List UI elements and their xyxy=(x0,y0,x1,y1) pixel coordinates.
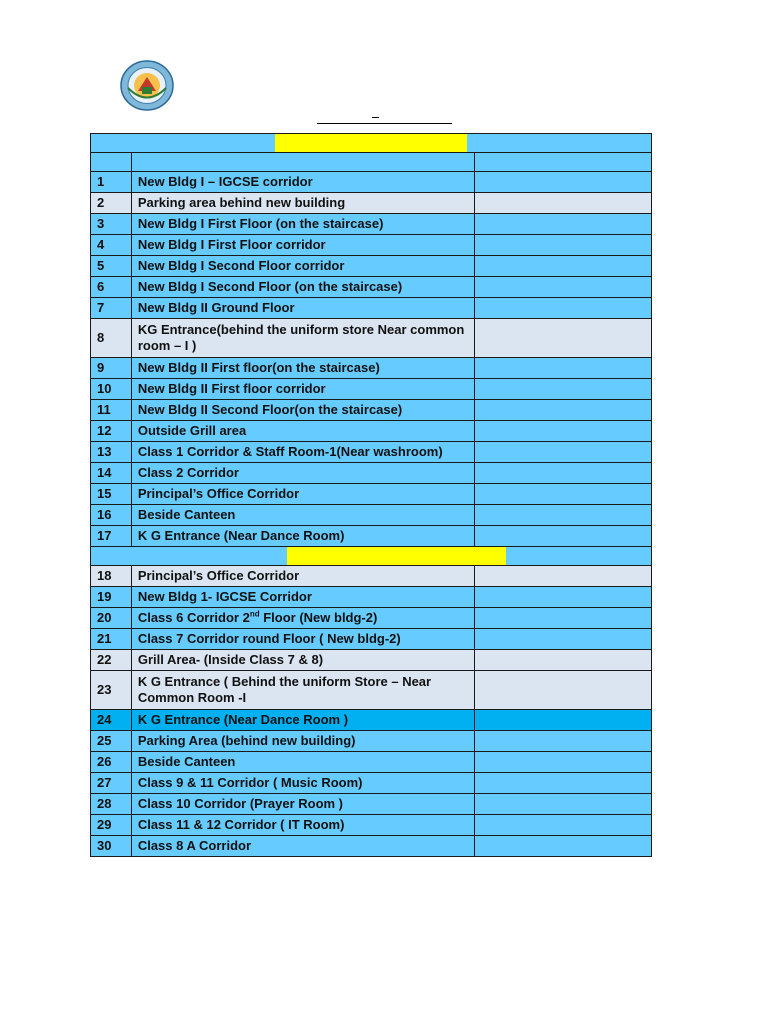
row-location: Beside Canteen xyxy=(131,752,474,773)
row-value xyxy=(474,421,651,442)
table-row xyxy=(91,710,652,731)
row-value xyxy=(474,379,651,400)
row-location: New Bldg I First Floor corridor xyxy=(131,235,474,256)
header-cell-location xyxy=(131,153,474,172)
row-number: 15 xyxy=(91,484,132,505)
table-row xyxy=(91,319,652,358)
location-text: Floor (New bldg-2) xyxy=(259,610,378,625)
row-number: 27 xyxy=(91,773,132,794)
row-number: 13 xyxy=(91,442,132,463)
row-location xyxy=(131,608,474,629)
section-separator-row xyxy=(91,547,652,566)
row-location: Class 8 A Corridor xyxy=(131,836,474,857)
row-location: Class 11 & 12 Corridor ( IT Room) xyxy=(131,815,474,836)
row-value xyxy=(474,463,651,484)
table-row xyxy=(91,277,652,298)
row-location: K G Entrance (Near Dance Room ) xyxy=(131,710,474,731)
row-location: Class 2 Corridor xyxy=(131,463,474,484)
row-value xyxy=(474,671,651,710)
row-number: 5 xyxy=(91,256,132,277)
table-row xyxy=(91,650,652,671)
row-location: New Bldg II First floor corridor xyxy=(131,379,474,400)
row-location: New Bldg I – IGCSE corridor xyxy=(131,172,474,193)
row-number: 20 xyxy=(91,608,132,629)
row-number: 17 xyxy=(91,526,132,547)
row-value xyxy=(474,442,651,463)
row-number: 18 xyxy=(91,566,132,587)
row-number: 21 xyxy=(91,629,132,650)
row-value xyxy=(474,400,651,421)
row-number: 19 xyxy=(91,587,132,608)
row-location: New Bldg 1- IGCSE Corridor xyxy=(131,587,474,608)
row-location: New Bldg II Ground Floor xyxy=(131,298,474,319)
row-number: 8 xyxy=(91,319,132,358)
section-highlight-band xyxy=(287,547,506,565)
row-value xyxy=(474,319,651,358)
row-location: Class 9 & 11 Corridor ( Music Room) xyxy=(131,773,474,794)
row-number: 1 xyxy=(91,172,132,193)
row-location: Parking Area (behind new building) xyxy=(131,731,474,752)
row-location: K G Entrance (Near Dance Room) xyxy=(131,526,474,547)
row-number: 4 xyxy=(91,235,132,256)
row-value xyxy=(474,484,651,505)
row-value xyxy=(474,172,651,193)
table-row xyxy=(91,358,652,379)
table-row xyxy=(91,463,652,484)
table-row xyxy=(91,298,652,319)
row-location: Beside Canteen xyxy=(131,505,474,526)
row-number: 11 xyxy=(91,400,132,421)
row-number: 6 xyxy=(91,277,132,298)
table-row xyxy=(91,794,652,815)
row-value xyxy=(474,256,651,277)
header-cell-no xyxy=(91,153,132,172)
table-title-row xyxy=(91,134,652,153)
table-row xyxy=(91,172,652,193)
row-location: Grill Area- (Inside Class 7 & 8) xyxy=(131,650,474,671)
row-location: New Bldg I Second Floor corridor xyxy=(131,256,474,277)
row-location: New Bldg II First floor(on the staircase) xyxy=(131,358,474,379)
table-row xyxy=(91,773,652,794)
row-value xyxy=(474,710,651,731)
row-value xyxy=(474,773,651,794)
row-number: 7 xyxy=(91,298,132,319)
row-value xyxy=(474,815,651,836)
row-value xyxy=(474,650,651,671)
row-value xyxy=(474,629,651,650)
table-row xyxy=(91,505,652,526)
title-dash xyxy=(372,117,379,118)
row-value xyxy=(474,193,651,214)
row-value xyxy=(474,505,651,526)
row-location: K G Entrance ( Behind the uniform Store – Near Common Room -I xyxy=(131,671,474,710)
row-location: Outside Grill area xyxy=(131,421,474,442)
row-location: Class 10 Corridor (Prayer Room ) xyxy=(131,794,474,815)
table-row xyxy=(91,815,652,836)
table-row xyxy=(91,400,652,421)
table-row xyxy=(91,421,652,442)
row-value xyxy=(474,235,651,256)
table-row xyxy=(91,566,652,587)
row-number: 25 xyxy=(91,731,132,752)
table-row xyxy=(91,235,652,256)
row-location: KG Entrance(behind the uniform store Near common room – I ) xyxy=(131,319,474,358)
row-location: Parking area behind new building xyxy=(131,193,474,214)
row-number: 9 xyxy=(91,358,132,379)
duty-location-table xyxy=(90,133,652,857)
row-value xyxy=(474,277,651,298)
table-row xyxy=(91,379,652,400)
row-value xyxy=(474,298,651,319)
row-number: 12 xyxy=(91,421,132,442)
location-text: Class 6 Corridor 2 xyxy=(137,610,250,625)
table-row xyxy=(91,608,652,629)
row-location: Class 1 Corridor & Staff Room-1(Near washroom) xyxy=(131,442,474,463)
row-number: 24 xyxy=(91,710,132,731)
row-number: 2 xyxy=(91,193,132,214)
row-number: 16 xyxy=(91,505,132,526)
table-row xyxy=(91,214,652,235)
table-row xyxy=(91,484,652,505)
row-value xyxy=(474,526,651,547)
row-number: 14 xyxy=(91,463,132,484)
row-value xyxy=(474,358,651,379)
row-location: New Bldg I First Floor (on the staircase) xyxy=(131,214,474,235)
school-logo xyxy=(120,60,174,111)
row-value xyxy=(474,794,651,815)
row-value xyxy=(474,608,651,629)
row-value xyxy=(474,752,651,773)
row-location: Class 7 Corridor round Floor ( New bldg-2) xyxy=(131,629,474,650)
table-row xyxy=(91,193,652,214)
row-number: 3 xyxy=(91,214,132,235)
table-row xyxy=(91,587,652,608)
header-cell-value xyxy=(474,153,651,172)
ordinal-suffix: nd xyxy=(249,609,260,619)
table-row xyxy=(91,629,652,650)
row-number: 22 xyxy=(91,650,132,671)
row-number: 30 xyxy=(91,836,132,857)
section-separator-cell xyxy=(91,547,652,566)
row-number: 28 xyxy=(91,794,132,815)
row-number: 23 xyxy=(91,671,132,710)
table-row xyxy=(91,526,652,547)
table-row xyxy=(91,752,652,773)
table-row xyxy=(91,671,652,710)
table-row xyxy=(91,731,652,752)
row-number: 10 xyxy=(91,379,132,400)
table-row xyxy=(91,442,652,463)
row-location: Principal’s Office Corridor xyxy=(131,566,474,587)
row-number: 29 xyxy=(91,815,132,836)
title-highlight-band xyxy=(275,134,467,152)
table-row xyxy=(91,836,652,857)
table-header-row xyxy=(91,153,652,172)
row-value xyxy=(474,566,651,587)
row-value xyxy=(474,836,651,857)
row-value xyxy=(474,214,651,235)
row-location: New Bldg II Second Floor(on the staircase) xyxy=(131,400,474,421)
row-value xyxy=(474,731,651,752)
row-location: Principal’s Office Corridor xyxy=(131,484,474,505)
title-underline xyxy=(317,123,452,124)
row-location: New Bldg I Second Floor (on the staircase) xyxy=(131,277,474,298)
row-value xyxy=(474,587,651,608)
row-number: 26 xyxy=(91,752,132,773)
table-row xyxy=(91,256,652,277)
